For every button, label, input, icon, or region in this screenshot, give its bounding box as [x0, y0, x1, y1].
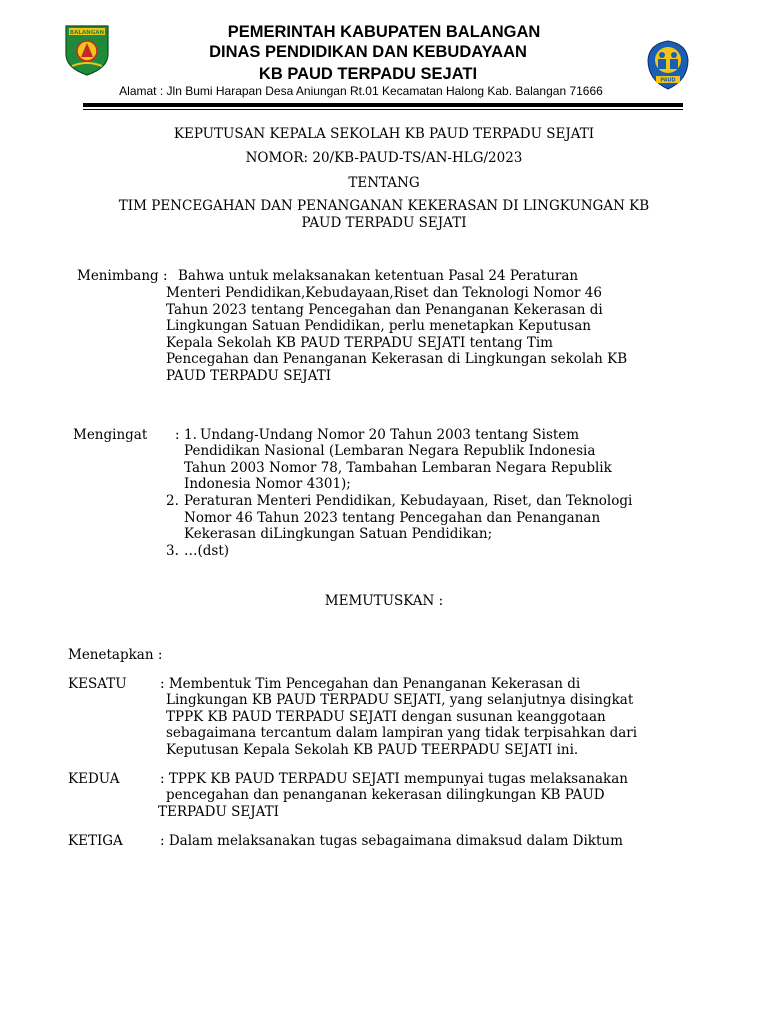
mengingat-item-line: …(dst)	[184, 543, 230, 559]
mengingat-item-line: Pendidikan Nasional (Lembaran Negara Republik Indonesia	[184, 443, 596, 459]
kesatu-line: sebagaimana tercantum dalam lampiran yang tidak terpisahkan dari	[166, 725, 638, 741]
menimbang-label: Menimbang :	[77, 268, 168, 284]
logo-right-caption: PAUD	[660, 77, 676, 84]
mengingat-item-line: Peraturan Menteri Pendidikan, Kebudayaan, Riset, dan Teknologi	[184, 493, 633, 509]
decree-number: NOMOR: 20/KB-PAUD-TS/AN-HLG/2023	[245, 150, 523, 166]
menetapkan-label: Menetapkan :	[68, 647, 163, 663]
decree-subject-line1: TIM PENCEGAHAN DAN PENANGANAN KEKERASAN DI LINGKUNGAN KB	[118, 198, 650, 214]
mengingat-item-number: 1.	[184, 427, 197, 443]
letterhead-rule-thick	[83, 103, 683, 107]
kedua-line: TERPADU SEJATI	[158, 804, 279, 820]
ketiga-label: KETIGA	[68, 833, 123, 849]
decree-subject-line2: PAUD TERPADU SEJATI	[301, 215, 467, 231]
header-school-name: KB PAUD TERPADU SEJATI	[258, 65, 478, 83]
menimbang-line: Menteri Pendidikan,Kebudayaan,Riset dan Teknologi Nomor 46	[166, 285, 602, 301]
mengingat-label: Mengingat	[73, 427, 148, 443]
kesatu-line: Keputusan Kepala Sekolah KB PAUD TEERPADU SEJATI ini.	[166, 742, 579, 758]
kesatu-line: TPPK KB PAUD TERPADU SEJATI dengan susunan keanggotaan	[166, 709, 606, 725]
kedua-label: KEDUA	[68, 771, 120, 787]
header-department: DINAS PENDIDIKAN DAN KEBUDAYAAN	[209, 43, 527, 61]
mengingat-item-line: Tahun 2003 Nomor 78, Tambahan Lembaran Negara Republik	[184, 460, 612, 476]
mengingat-item-number: 2.	[166, 493, 179, 509]
letterhead-rule-thin	[83, 109, 683, 110]
memutuskan-heading: MEMUTUSKAN :	[324, 593, 444, 609]
menimbang-line: Tahun 2023 tentang Pencegahan dan Penanganan Kekerasan di	[166, 302, 603, 318]
mengingat-item-line: Nomor 46 Tahun 2023 tentang Pencegahan dan Penanganan	[184, 510, 601, 526]
kesatu-line: Lingkungan KB PAUD TERPADU SEJATI, yang selanjutnya disingkat	[166, 692, 634, 708]
menimbang-line: Pencegahan dan Penanganan Kekerasan di Lingkungan sekolah KB	[166, 351, 628, 367]
mengingat-item-line: Kekerasan diLingkungan Satuan Pendidikan;	[184, 526, 493, 542]
mengingat-colon: :	[175, 427, 180, 443]
logo-left-caption: BALANGAN	[69, 30, 105, 36]
kedua-line: : TPPK KB PAUD TERPADU SEJATI mempunyai tugas melaksanakan	[160, 771, 628, 787]
decree-tentang: TENTANG	[348, 175, 420, 191]
menimbang-line: PAUD TERPADU SEJATI	[166, 368, 332, 384]
kesatu-label: KESATU	[68, 676, 127, 692]
ketiga-line: : Dalam melaksanakan tugas sebagaimana dimaksud dalam Diktum	[160, 833, 623, 849]
mengingat-item-number: 3.	[166, 543, 179, 559]
menimbang-line: Lingkungan Satuan Pendidikan, perlu menetapkan Keputusan	[166, 318, 591, 334]
kedua-line: pencegahan dan penanganan kekerasan dilingkungan KB PAUD	[166, 787, 605, 803]
decree-title: KEPUTUSAN KEPALA SEKOLAH KB PAUD TERPADU SEJATI	[173, 126, 595, 142]
menimbang-line: Kepala Sekolah KB PAUD TERPADU SEJATI tentang Tim	[166, 335, 553, 351]
header-address: Alamat : Jln Bumi Harapan Desa Aniungan Rt.01 Kecamatan Halong Kab. Balangan 71666	[119, 84, 603, 98]
mengingat-item-line: Undang-Undang Nomor 20 Tahun 2003 tentang Sistem	[200, 427, 580, 443]
header-government: PEMERINTAH KABUPATEN BALANGAN	[227, 23, 541, 41]
kesatu-line: : Membentuk Tim Pencegahan dan Penanganan Kekerasan di	[160, 676, 581, 692]
menimbang-line: Bahwa untuk melaksanakan ketentuan Pasal 24 Peraturan	[178, 268, 579, 284]
mengingat-item-line: Indonesia Nomor 4301);	[184, 476, 351, 492]
